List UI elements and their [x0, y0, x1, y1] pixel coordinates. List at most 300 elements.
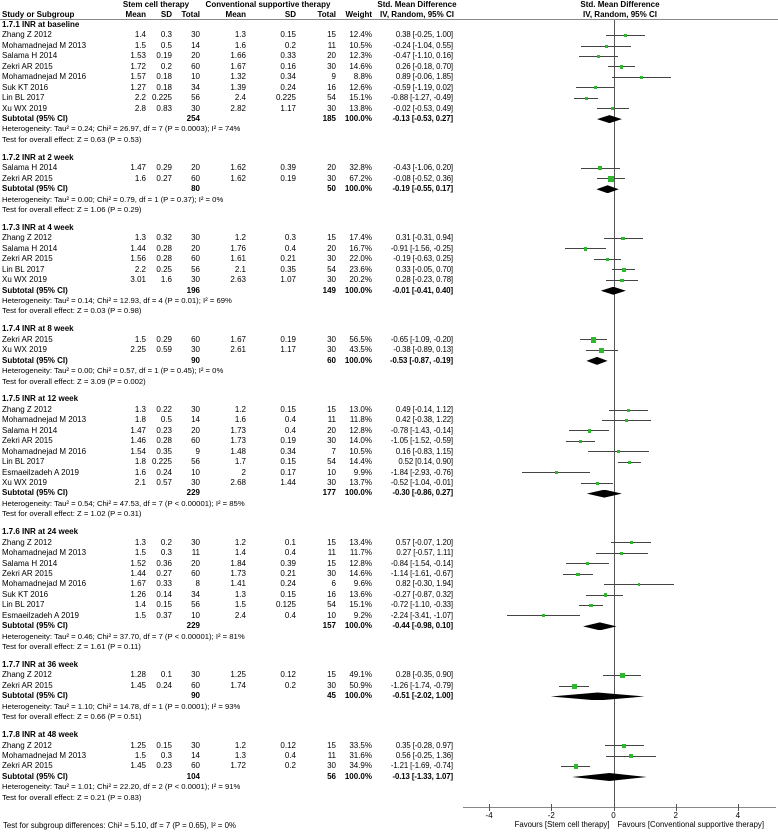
study-row: [0, 670, 778, 680]
sd-exp: 0.5: [160, 40, 172, 50]
ci-text: 0.35 [-0.28, 0.97]: [395, 740, 453, 750]
weight-value: 13.8%: [349, 103, 372, 113]
mean-ctrl: 2: [241, 467, 246, 477]
total-exp: 60: [191, 436, 200, 446]
study-row: [0, 600, 778, 610]
weight-value: 12.8%: [349, 425, 372, 435]
study-name: Suk KT 2016: [2, 82, 49, 92]
study-row: [0, 681, 778, 691]
study-name: Salama H 2014: [2, 558, 58, 568]
study-row: [0, 538, 778, 548]
header-total-exp: Total: [181, 9, 200, 19]
mean-exp: 2.2: [134, 264, 146, 274]
sd-exp: 0.25: [156, 264, 172, 274]
plot-cell: [462, 621, 778, 631]
mean-ctrl: 1.62: [230, 163, 246, 173]
axis-tick-label: 4: [735, 811, 741, 821]
weight-value: 13.7%: [349, 477, 372, 487]
section-title-row: [0, 324, 778, 334]
overall-effect-note: [0, 712, 778, 722]
header-method-plot: IV, Random, 95% CI: [583, 9, 657, 19]
sd-exp: 0.5: [160, 415, 172, 425]
study-row: [0, 548, 778, 558]
sd-ctrl: 0.35: [280, 264, 296, 274]
sd-exp: 0.24: [156, 680, 172, 690]
ci-text: -0.72 [-1.10, -0.33]: [390, 600, 453, 610]
study-name: Salama H 2014: [2, 163, 58, 173]
effect-square: [627, 409, 630, 412]
plot-cell: [462, 114, 778, 124]
mean-exp: 1.6: [134, 173, 146, 183]
ci-text: -0.19 [-0.63, 0.25]: [393, 254, 453, 264]
effect-square: [604, 593, 607, 596]
study-name: Zhang Z 2012: [2, 670, 52, 680]
sd-exp: 0.1: [160, 670, 172, 680]
mean-exp: 1.67: [130, 579, 146, 589]
study-name: Mohamadnejad M 2016: [2, 72, 87, 82]
weight-value: 17.4%: [349, 233, 372, 243]
mean-exp: 1.5: [134, 40, 146, 50]
weight-value: 34.9%: [349, 761, 372, 771]
sd-ctrl: 0.15: [280, 404, 296, 414]
mean-ctrl: 2.61: [230, 345, 246, 355]
plot-cell: [462, 741, 778, 751]
study-name: Esmaeilzadeh A 2019: [2, 610, 79, 620]
sd-exp: 0.27: [156, 568, 172, 578]
subtotal-weight: 100.0%: [344, 691, 372, 701]
ci-text: 0.49 [-0.14, 1.12]: [395, 404, 453, 414]
plot-cell: [462, 233, 778, 243]
study-row: [0, 275, 778, 285]
weight-value: 43.5%: [349, 345, 372, 355]
subtotal-ci-text: -0.13 [-1.33, 1.07]: [392, 771, 453, 781]
section-title-row: [0, 223, 778, 233]
total-ctrl: 11: [327, 548, 336, 558]
total-ctrl: 30: [327, 568, 336, 578]
mean-ctrl: 1.39: [230, 82, 246, 92]
ci-text: 0.33 [-0.05, 0.70]: [395, 264, 453, 274]
mean-ctrl: 1.76: [230, 243, 246, 253]
ci-text: -0.38 [-0.89, 0.13]: [393, 345, 453, 355]
ci-text: 0.42 [-0.38, 1.22]: [395, 415, 453, 425]
overall-effect-note: [0, 205, 778, 215]
mean-exp: 1.4: [134, 600, 146, 610]
weight-value: 14.0%: [349, 436, 372, 446]
effect-square: [574, 764, 578, 768]
plot-cell: [462, 793, 778, 803]
total-exp: 56: [191, 264, 200, 274]
mean-ctrl: 2.68: [230, 477, 246, 487]
mean-exp: 1.53: [130, 51, 146, 61]
plot-cell: [462, 356, 778, 366]
total-ctrl: 20: [327, 163, 336, 173]
total-exp: 14: [191, 40, 200, 50]
mean-exp: 1.5: [134, 334, 146, 344]
study-name: Zekri AR 2015: [2, 436, 53, 446]
mean-exp: 1.44: [130, 568, 146, 578]
study-name: Mohamadnejad M 2016: [2, 579, 87, 589]
study-row: [0, 569, 778, 579]
header-mean-ctrl: Mean: [225, 9, 246, 19]
ci-text: -0.84 [-1.54, -0.14]: [390, 558, 453, 568]
study-row: [0, 559, 778, 569]
total-exp: 30: [191, 670, 200, 680]
effect-square: [584, 247, 587, 250]
plot-cell: [462, 62, 778, 72]
effect-square: [625, 419, 628, 422]
plot-cell: [462, 405, 778, 415]
mean-exp: 2.25: [130, 345, 146, 355]
section-title: 1.7.8 INR at 48 week: [2, 730, 79, 740]
overall-effect-note-text: Test for overall effect: Z = 0.21 (P = 0.83): [2, 792, 142, 802]
header-sd-ctrl: SD: [284, 9, 296, 19]
effect-square: [589, 604, 592, 607]
sd-ctrl: 0.33: [280, 51, 296, 61]
total-ctrl: 30: [327, 334, 336, 344]
plot-cell: [462, 478, 778, 488]
mean-exp: 1.25: [130, 740, 146, 750]
sd-exp: 0.33: [156, 579, 172, 589]
mean-ctrl: 2.4: [234, 93, 246, 103]
effect-square: [605, 45, 608, 48]
table-header: [0, 0, 778, 20]
study-row: [0, 265, 778, 275]
ci-text: -2.24 [-3.41, -1.07]: [390, 610, 453, 620]
sd-exp: 0.3: [160, 30, 172, 40]
mean-ctrl: 1.32: [230, 72, 246, 82]
ci-text: -1.14 [-1.61, -0.67]: [390, 568, 453, 578]
mean-exp: 1.54: [130, 446, 146, 456]
sd-ctrl: 0.39: [280, 558, 296, 568]
study-name: Salama H 2014: [2, 243, 58, 253]
plot-cell: [462, 184, 778, 194]
mean-ctrl: 1.2: [234, 537, 246, 547]
header-group-experimental: Stem cell therapy: [122, 0, 190, 9]
mean-ctrl: 1.61: [230, 254, 246, 264]
study-name: Xu WX 2019: [2, 275, 47, 285]
study-row: [0, 62, 778, 72]
study-name: Zhang Z 2012: [2, 740, 52, 750]
study-name: Mohamadnejad M 2013: [2, 750, 87, 760]
ci-text: 0.52 [0.14, 0.90]: [398, 457, 453, 467]
mean-exp: 1.3: [134, 537, 146, 547]
sd-exp: 0.2: [160, 61, 172, 71]
total-exp: 60: [191, 568, 200, 578]
effect-square: [555, 471, 558, 474]
subtotal-label: Subtotal (95% CI): [2, 771, 68, 781]
total-ctrl: 54: [327, 264, 336, 274]
plot-cell: [462, 702, 778, 712]
mean-exp: 1.4: [134, 30, 146, 40]
plot-cell: [462, 436, 778, 446]
mean-ctrl: 1.6: [234, 415, 246, 425]
subtotal-diamond: [551, 692, 645, 700]
weight-value: 20.2%: [349, 275, 372, 285]
header-spacer: [0, 0, 112, 10]
effect-square: [542, 614, 545, 617]
weight-value: 12.3%: [349, 51, 372, 61]
favours-right-label: Favours [Conventional supportive therapy]: [617, 820, 764, 830]
weight-value: 50.9%: [349, 680, 372, 690]
sd-exp: 0.32: [156, 233, 172, 243]
total-exp: 30: [191, 537, 200, 547]
ci-text: 0.28 [-0.35, 0.90]: [395, 670, 453, 680]
mean-ctrl: 2.4: [234, 610, 246, 620]
sd-ctrl: 0.4: [284, 243, 296, 253]
sd-ctrl: 0.2: [284, 680, 296, 690]
subtotal-label: Subtotal (95% CI): [2, 621, 68, 631]
mean-exp: 1.6: [134, 467, 146, 477]
total-ctrl: 20: [327, 243, 336, 253]
mean-exp: 1.56: [130, 254, 146, 264]
weight-value: 11.8%: [349, 415, 372, 425]
ci-text: -0.59 [-1.19, 0.02]: [393, 82, 453, 92]
sd-ctrl: 0.4: [284, 548, 296, 558]
weight-value: 15.1%: [349, 600, 372, 610]
total-exp: 56: [191, 457, 200, 467]
sd-ctrl: 0.4: [284, 610, 296, 620]
effect-square: [594, 86, 597, 89]
study-name: Esmaeilzadeh A 2019: [2, 467, 79, 477]
subtotal-total-ctrl: 157: [322, 621, 336, 631]
overall-effect-note: [0, 377, 778, 387]
effect-square: [608, 176, 614, 182]
sd-exp: 0.83: [156, 103, 172, 113]
study-name: Zekri AR 2015: [2, 334, 53, 344]
mean-exp: 1.45: [130, 761, 146, 771]
effect-square: [620, 673, 625, 678]
sd-exp: 0.22: [156, 404, 172, 414]
overall-effect-note: [0, 793, 778, 803]
subtotal-label: Subtotal (95% CI): [2, 285, 68, 295]
section-title: 1.7.2 INR at 2 week: [2, 152, 74, 162]
plot-cell: [462, 104, 778, 114]
study-name: Xu WX 2019: [2, 477, 47, 487]
total-ctrl: 16: [327, 589, 336, 599]
total-exp: 9: [195, 446, 200, 456]
total-ctrl: 15: [327, 558, 336, 568]
effect-square: [572, 684, 577, 689]
study-name: Zekri AR 2015: [2, 61, 53, 71]
study-row: [0, 468, 778, 478]
plot-cell: [462, 124, 778, 134]
mean-exp: 1.26: [130, 589, 146, 599]
axis-tick-label: -2: [547, 811, 555, 821]
plot-cell: [462, 447, 778, 457]
study-name: Mohamadnejad M 2013: [2, 415, 87, 425]
subtotal-total-exp: 229: [186, 621, 200, 631]
subtotal-diamond: [597, 115, 622, 123]
sd-ctrl: 0.12: [280, 740, 296, 750]
total-ctrl: 15: [327, 233, 336, 243]
weight-value: 15.1%: [349, 93, 372, 103]
sd-ctrl: 0.21: [280, 254, 296, 264]
plot-cell: [462, 275, 778, 285]
total-exp: 20: [191, 163, 200, 173]
mean-ctrl: 1.74: [230, 680, 246, 690]
sd-ctrl: 0.16: [280, 61, 296, 71]
plot-cell: [462, 527, 778, 537]
sd-ctrl: 0.15: [280, 589, 296, 599]
total-exp: 30: [191, 103, 200, 113]
study-row: [0, 761, 778, 771]
plot-cell: [462, 538, 778, 548]
study-name: Mohamadnejad M 2013: [2, 548, 87, 558]
subtotal-total-ctrl: 177: [322, 488, 336, 498]
effect-square: [620, 65, 623, 68]
subtotal-row: [0, 356, 778, 366]
sd-ctrl: 0.24: [280, 82, 296, 92]
subtotal-label: Subtotal (95% CI): [2, 113, 68, 123]
favours-left-label: Favours [Stem cell therapy]: [514, 820, 610, 830]
plot-cell: [462, 761, 778, 771]
ci-text: -0.02 [-0.53, 0.49]: [393, 103, 453, 113]
plot-cell: [462, 751, 778, 761]
mean-ctrl: 1.66: [230, 51, 246, 61]
sd-ctrl: 0.34: [280, 72, 296, 82]
heterogeneity-note: [0, 296, 778, 306]
study-name: Zekri AR 2015: [2, 173, 53, 183]
weight-value: 14.6%: [349, 61, 372, 71]
axis-tick: [489, 804, 490, 811]
study-row: [0, 447, 778, 457]
effect-square: [591, 337, 596, 342]
total-ctrl: 15: [327, 404, 336, 414]
effect-square: [640, 76, 643, 79]
total-exp: 34: [191, 589, 200, 599]
study-name: Lin BL 2017: [2, 93, 45, 103]
total-ctrl: 15: [327, 740, 336, 750]
mean-exp: 1.46: [130, 436, 146, 446]
sd-ctrl: 0.2: [284, 761, 296, 771]
total-exp: 30: [191, 30, 200, 40]
plot-cell: [462, 569, 778, 579]
effect-square: [622, 268, 626, 272]
total-ctrl: 30: [327, 254, 336, 264]
study-row: [0, 405, 778, 415]
study-row: [0, 457, 778, 467]
mean-exp: 1.5: [134, 750, 146, 760]
ci-text: -0.91 [-1.56, -0.25]: [390, 243, 453, 253]
total-exp: 20: [191, 425, 200, 435]
total-exp: 30: [191, 275, 200, 285]
plot-cell: [462, 205, 778, 215]
plot-cell: [462, 51, 778, 61]
mean-ctrl: 1.2: [234, 740, 246, 750]
study-row: [0, 104, 778, 114]
weight-value: 13.4%: [349, 537, 372, 547]
subtotal-row: [0, 184, 778, 194]
study-row: [0, 611, 778, 621]
study-row: [0, 254, 778, 264]
study-name: Lin BL 2017: [2, 264, 45, 274]
study-name: Zhang Z 2012: [2, 537, 52, 547]
plot-cell: [462, 93, 778, 103]
weight-value: 32.8%: [349, 163, 372, 173]
total-exp: 60: [191, 680, 200, 690]
total-ctrl: 7: [331, 446, 336, 456]
total-exp: 30: [191, 477, 200, 487]
weight-value: 13.6%: [349, 589, 372, 599]
mean-ctrl: 1.2: [234, 404, 246, 414]
study-row: [0, 244, 778, 254]
total-ctrl: 30: [327, 477, 336, 487]
subtotal-weight: 100.0%: [344, 285, 372, 295]
plot-cell: [462, 254, 778, 264]
section-gap: [0, 520, 778, 528]
weight-value: 9.2%: [353, 610, 372, 620]
study-row: [0, 51, 778, 61]
total-ctrl: 15: [327, 537, 336, 547]
section-gap: [0, 723, 778, 731]
axis-line: [463, 807, 776, 809]
sd-exp: 0.59: [156, 345, 172, 355]
mean-exp: 1.3: [134, 404, 146, 414]
subtotal-label: Subtotal (95% CI): [2, 691, 68, 701]
subtotal-row: [0, 772, 778, 782]
ci-text: 0.57 [-0.07, 1.20]: [395, 537, 453, 547]
study-row: [0, 72, 778, 82]
sd-exp: 0.27: [156, 173, 172, 183]
weight-value: 33.5%: [349, 740, 372, 750]
plot-cell: [462, 691, 778, 701]
heterogeneity-note-text: Heterogeneity: Tau² = 0.00; Chi² = 0.57, df = 1 (P = 0.45); I² = 0%: [2, 366, 224, 376]
study-row: [0, 233, 778, 243]
section-gap: [0, 317, 778, 325]
total-ctrl: 54: [327, 93, 336, 103]
study-name: Salama H 2014: [2, 425, 58, 435]
subtotal-ci-text: -0.13 [-0.53, 0.27]: [392, 113, 453, 123]
weight-value: 31.6%: [349, 750, 372, 760]
weight-value: 12.6%: [349, 82, 372, 92]
plot-cell: [462, 377, 778, 387]
plot-cell: [462, 223, 778, 233]
subtotal-diamond: [572, 773, 647, 781]
mean-ctrl: 1.67: [230, 334, 246, 344]
sd-exp: 0.225: [151, 93, 172, 103]
section-gap: [0, 652, 778, 660]
mean-ctrl: 1.2: [234, 233, 246, 243]
section-title: 1.7.1 INR at baseline: [2, 20, 80, 29]
subtotal-total-exp: 104: [186, 771, 200, 781]
sd-exp: 0.29: [156, 334, 172, 344]
total-ctrl: 6: [331, 579, 336, 589]
section-title-row: [0, 730, 778, 740]
overall-effect-note: [0, 135, 778, 145]
subtotal-row: [0, 691, 778, 701]
heterogeneity-note: [0, 702, 778, 712]
study-row: [0, 590, 778, 600]
section-title-row: [0, 527, 778, 537]
subtotal-ci-text: -0.44 [-0.98, 0.10]: [392, 621, 453, 631]
section-title-row: [0, 394, 778, 404]
plot-cell: [462, 135, 778, 145]
plot-cell: [462, 642, 778, 652]
total-exp: 30: [191, 233, 200, 243]
plot-cell: [462, 41, 778, 51]
subtotal-label: Subtotal (95% CI): [2, 488, 68, 498]
study-row: [0, 751, 778, 761]
study-row: [0, 478, 778, 488]
study-name: Zhang Z 2012: [2, 233, 52, 243]
subtotal-label: Subtotal (95% CI): [2, 355, 68, 365]
total-ctrl: 11: [327, 750, 336, 760]
effect-square: [624, 34, 627, 37]
mean-ctrl: 1.41: [230, 579, 246, 589]
total-exp: 34: [191, 82, 200, 92]
sd-ctrl: 0.3: [284, 233, 296, 243]
mean-exp: 2.8: [134, 103, 146, 113]
